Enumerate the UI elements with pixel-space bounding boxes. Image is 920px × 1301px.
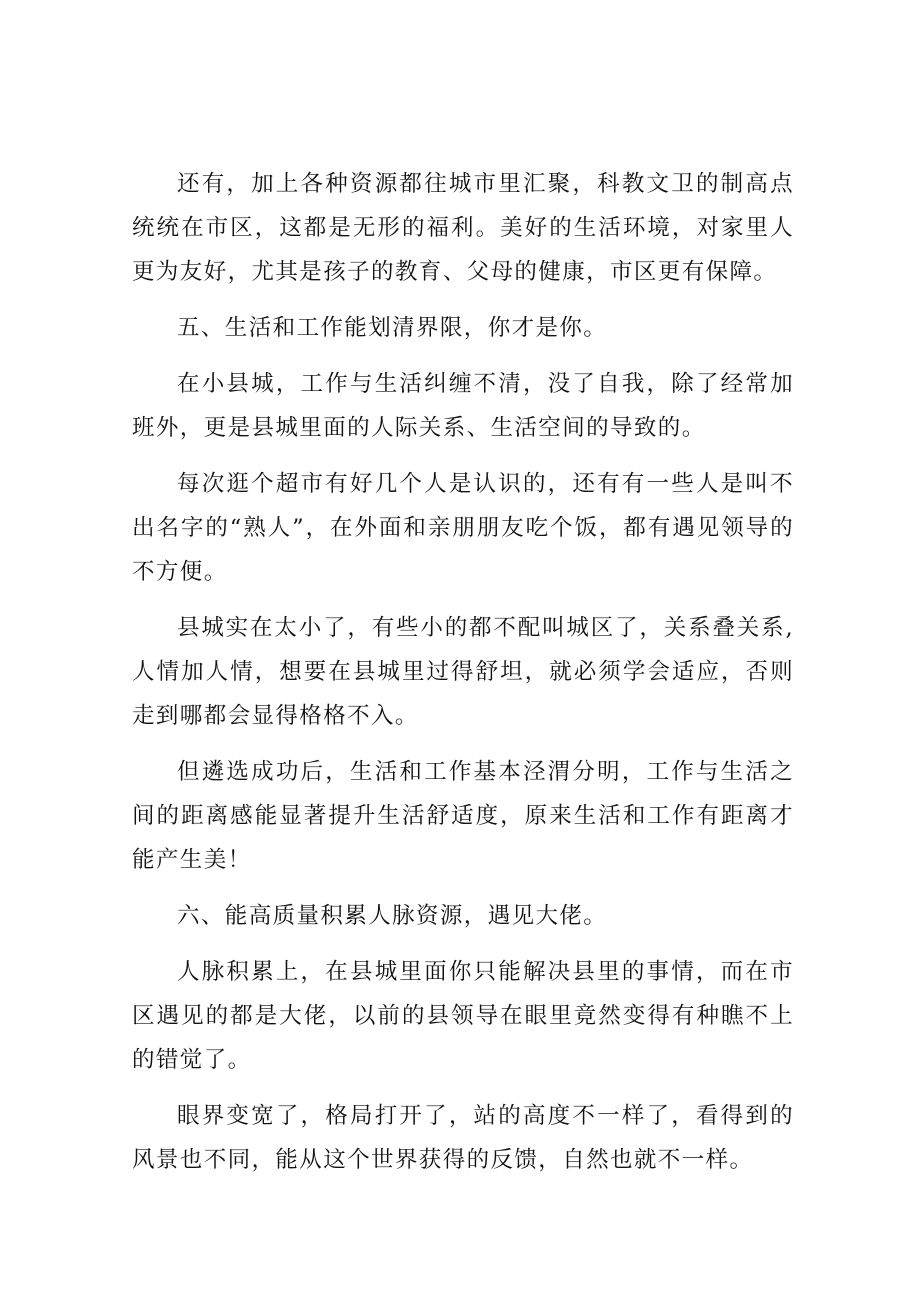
paragraph-supermarket-acquaintances: 每次逛个超市有好几个人是认识的，还有有一些人是叫不出名字的“熟人”，在外面和亲朋朋友吃个饭，都有遇见领导的不方便。 xyxy=(132,471,794,585)
paragraph-network: 人脉积累上，在县城里面你只能解决县里的事情，而在市区遇见的都是大佬，以前的县领导在眼里竟然变得有种瞧不上的错觉了。 xyxy=(132,959,794,1073)
heading-section-six: 六、能高质量积累人脉资源，遇见大佬。 xyxy=(177,903,608,929)
document-body xyxy=(132,162,794,1182)
heading-section-five: 五、生活和工作能划清界限，你才是你。 xyxy=(177,315,608,341)
paragraph-resources: 还有，加上各种资源都往城市里汇聚，科教文卫的制高点统统在市区，这都是无形的福利。美好的生活环境，对家里人更为友好，尤其是孩子的教育、父母的健康，市区更有保障。 xyxy=(132,171,794,285)
paragraph-county-work-life: 在小县城，工作与生活纠缠不清，没了自我，除了经常加班外，更是县城里面的人际关系、生活空间的导致的。 xyxy=(132,371,794,441)
paragraph-horizon: 眼界变宽了，格局打开了，站的高度不一样了，看得到的风景也不同，能从这个世界获得的反馈，自然也就不一样。 xyxy=(132,1103,794,1173)
paragraph-after-selection: 但遴选成功后，生活和工作基本泾渭分明，工作与生活之间的距离感能显著提升生活舒适度，原来生活和工作有距离才能产生美！ xyxy=(132,759,794,873)
paragraph-county-small: 县城实在太小了，有些小的都不配叫城区了，关系叠关系,人情加人情，想要在县城里过得舒坦，就必须学会适应，否则走到哪都会显得格格不入。 xyxy=(132,615,794,729)
